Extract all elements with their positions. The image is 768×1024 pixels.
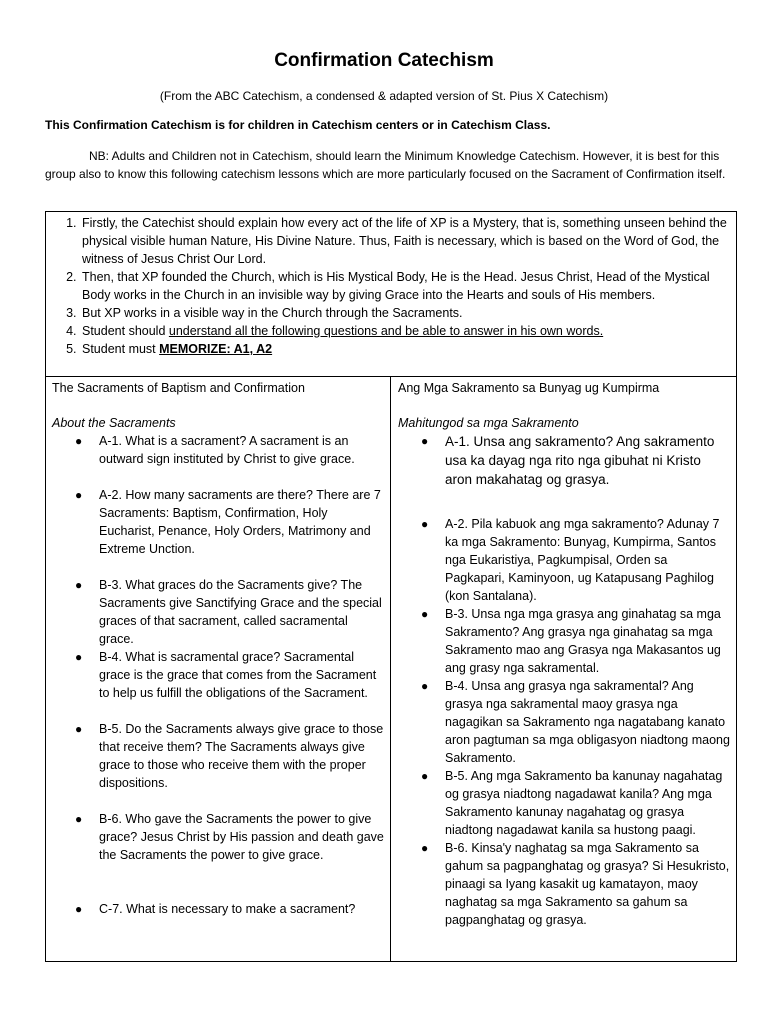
question-text: B-5. Do the Sacraments always give grace to those that receive them? The Sacraments always give grace to those who receive them with the proper dispositions.: [99, 722, 384, 790]
bullet-icon: ●: [421, 769, 429, 783]
question-text: B-3. What graces do the Sacraments give? The Sacraments give Sanctifying Grace and the special graces of that sacrament, called sacramental grace.: [99, 578, 382, 646]
question-text: B-6. Who gave the Sacraments the power to give grace? Jesus Christ by His passion and death gave the Sacraments the power to give grace.: [99, 812, 384, 862]
list-item: [71, 486, 384, 558]
bullet-icon: ●: [75, 434, 83, 448]
list-item: [417, 605, 730, 677]
instruction-underlined-text: understand all the following questions and be able to answer in his own words.: [168, 324, 604, 338]
instruction-text: Student should: [82, 324, 169, 338]
list-item: [71, 720, 384, 792]
question-text: B-5. Ang mga Sakramento ba kanunay nagahatag og grasya niadtong nagadawat kanila? Ang mga Sakramento kanunay nagahatag og grasya niadtong nagadawat kanila sa hustong paagi.: [445, 769, 723, 837]
english-section-heading: About the Sacraments: [52, 416, 176, 430]
cebuano-column: [391, 377, 736, 961]
cebuano-section-heading: Mahitungod sa mga Sakramento: [398, 416, 579, 430]
question-text: B-6. Kinsa'y naghatag sa mga Sakramento sa gahum sa pagpanghatag og grasya? Si Hesukristo, pinaagi sa Iyang kasakit ug kamatayon, maoy naghatag sa mga Sakramento sa gahum sa pagpanghatag og grasya.: [445, 841, 730, 927]
memorize-label: MEMORIZE: A1, A2: [159, 342, 273, 356]
bullet-icon: ●: [421, 679, 429, 693]
catechism-table: [45, 211, 737, 962]
instruction-item: 2. Then, that XP founded the Church, which is His Mystical Body, He is the Head. Jesus Christ, Head of the Mystical Body works in the Church in an invisible way by giving Grace into the Hearts and souls of His members.: [80, 268, 728, 304]
question-text: B-4. What is sacramental grace? Sacramental grace is the grace that comes from the Sacrament to help us fulfill the obligations of the Sacrament.: [99, 650, 377, 700]
question-text: A-1. What is a sacrament? A sacrament is an outward sign instituted by Christ to give grace.: [99, 434, 355, 466]
document-title: Confirmation Catechism: [274, 50, 494, 71]
bullet-icon: ●: [75, 722, 83, 736]
english-column-heading: The Sacraments of Baptism and Confirmation: [52, 381, 305, 395]
question-text: B-4. Unsa ang grasya nga sakramental? Ang grasya nga sakramental maoy grasya nga nagagikan sa Sakramento nga nagatabang kanato aron pagtuman sa mga obligasyon niadtong maong Sakramento.: [445, 679, 730, 765]
instruction-text: Student must: [82, 342, 160, 356]
nb-paragraph: NB: Adults and Children not in Catechism, should learn the Minimum Knowledge Catechism. However, it is best for this group also to know this following catechism lessons which are more particularly focused on the Sacrament of Confirmation itself.: [45, 149, 726, 181]
instruction-item: 1. Firstly, the Catechist should explain how every act of the life of XP is a Mystery, that is, something unseen behind the physical visible human Nature, His Divine Nature. Thus, Faith is necessary, which is based on the Word of God, the witness of Jesus Christ Our Lord.: [80, 214, 728, 268]
instructions-list: [46, 212, 736, 358]
cebuano-column-heading: Ang Mga Sakramento sa Bunyag ug Kumpirma: [398, 381, 660, 395]
instruction-item: [80, 340, 728, 358]
question-text: A-2. How many sacraments are there? There are 7 Sacraments: Baptism, Confirmation, Holy Eucharist, Penance, Holy Orders, Matrimony and Extreme Unction.: [99, 488, 381, 556]
list-item: [71, 810, 384, 864]
bullet-icon: ●: [421, 841, 429, 855]
instructions-section: [46, 212, 736, 377]
bullet-icon: ●: [421, 434, 429, 448]
bullet-icon: ●: [75, 650, 83, 664]
list-item: [71, 576, 384, 648]
intro-paragraph: This Confirmation Catechism is for children in Catechism centers or in Catechism Class.: [45, 118, 551, 132]
bullet-icon: ●: [75, 902, 83, 916]
question-text: B-3. Unsa nga mga grasya ang ginahatag sa mga Sakramento? Ang grasya nga ginahatag sa mga Sakramento mao ang Grasya nga Makasantos ug ang grasy nga sakramental.: [445, 607, 721, 675]
document-subtitle: (From the ABC Catechism, a condensed & adapted version of St. Pius X Catechism): [159, 89, 609, 103]
bullet-icon: ●: [75, 812, 83, 826]
bullet-icon: ●: [75, 488, 83, 502]
bullet-icon: ●: [421, 607, 429, 621]
question-text: A-2. Pila kabuok ang mga sakramento? Adunay 7 ka mga Sakramento: Bunyag, Kumpirma, Santos nga Eukaristiya, Pagkumpisal, Orden sa Pagkapari, Kaminyoon, ug Katapusang Paghilog (kon Santalana).: [445, 517, 720, 603]
english-question-list: [52, 432, 384, 918]
list-item: [417, 839, 730, 929]
bullet-icon: ●: [421, 517, 429, 531]
bullet-icon: ●: [75, 578, 83, 592]
list-item: [71, 900, 384, 918]
list-item: [71, 648, 384, 702]
instruction-item: [80, 322, 728, 340]
list-item: [71, 432, 384, 468]
english-column: [46, 377, 391, 961]
list-item: [417, 767, 730, 839]
list-item: [417, 677, 730, 767]
cebuano-question-list: [398, 432, 730, 929]
instruction-item: 3. But XP works in a visible way in the Church through the Sacraments.: [80, 304, 728, 322]
list-item: [417, 515, 730, 605]
list-item: [417, 432, 730, 489]
question-text: A-1. Unsa ang sakramento? Ang sakramento usa ka dayag nga rito nga gibuhat ni Kristo aron makahatag og grasya.: [445, 434, 715, 487]
question-text: C-7. What is necessary to make a sacrament?: [99, 902, 356, 916]
